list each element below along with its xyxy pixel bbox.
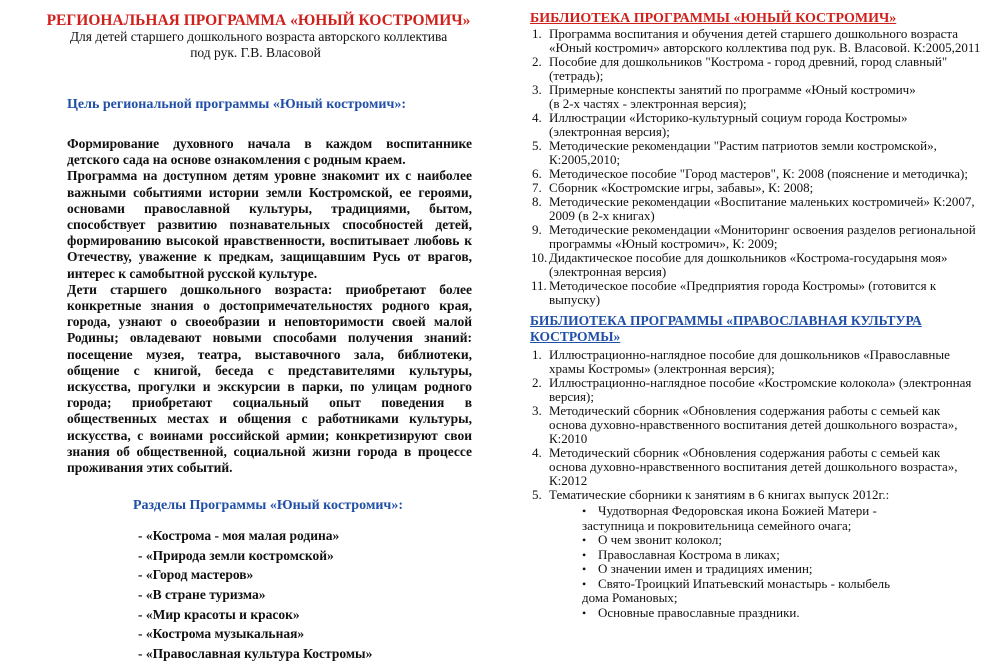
item-line: «Юный костромич» авторского коллектива под рук. В. Власовой. К:2005,2011 bbox=[549, 40, 981, 55]
library-item bbox=[520, 111, 995, 139]
library-item bbox=[520, 55, 995, 83]
library-item bbox=[520, 223, 995, 251]
bullet-icon: • bbox=[582, 605, 587, 620]
program-subtitle-line1: Для детей старшего дошкольного возраста авторского коллектива bbox=[69, 29, 448, 44]
item-line: Методическое пособие "Город мастеров", К: 2008 (пояснение и методичка); bbox=[549, 166, 968, 181]
bullet-icon: • bbox=[582, 533, 587, 547]
item-number: 4. bbox=[532, 110, 542, 125]
thematic-book-item bbox=[520, 548, 995, 563]
section-item: - «Кострома музыкальная» bbox=[138, 626, 305, 642]
bullet-icon: • bbox=[582, 576, 587, 591]
section-item: - «Мир красоты и красок» bbox=[138, 606, 300, 622]
goal-paragraph bbox=[67, 136, 472, 168]
item-number: 10. bbox=[531, 250, 548, 265]
item-number: 11. bbox=[531, 278, 547, 293]
item-line: Тематические сборники к занятиям в 6 книгах выпуск 2012г.: bbox=[549, 487, 890, 502]
library-item bbox=[520, 404, 995, 446]
item-line: Методические рекомендации «Воспитание маленьких костромичей» К:2007, bbox=[549, 194, 975, 209]
item-line: К:2012 bbox=[549, 473, 588, 488]
bullet-icon: • bbox=[582, 504, 587, 518]
program-subtitle-line2: под рук. Г.В. Власовой bbox=[190, 45, 321, 60]
item-line: Иллюстрационно-наглядное пособие для дошкольников «Православные bbox=[549, 347, 950, 362]
item-line: Сборник «Костромские игры, забавы», К: 2008; bbox=[549, 180, 814, 195]
item-line: (электронная версия) bbox=[549, 264, 667, 279]
item-line: (в 2-х частях - электронная версия); bbox=[549, 96, 747, 111]
item-line: Пособие для дошкольников "Кострома - город древний, город славный" bbox=[549, 54, 948, 69]
item-number: 3. bbox=[532, 82, 542, 97]
section-item: - «Город мастеров» bbox=[138, 567, 254, 583]
item-line: выпуску) bbox=[549, 292, 601, 307]
item-line: Методические рекомендации "Растим патриотов земли костромской», bbox=[549, 138, 937, 153]
library-item bbox=[520, 446, 995, 488]
section-item: - «Природа земли костромской» bbox=[138, 547, 334, 563]
library-item bbox=[520, 181, 995, 195]
item-number: 5. bbox=[532, 138, 542, 153]
right-column bbox=[520, 0, 995, 620]
thematic-book-item bbox=[520, 577, 995, 606]
thematic-book-line: О значении имен и традициях именин; bbox=[598, 561, 813, 576]
item-number: 7. bbox=[532, 180, 542, 195]
item-line: версия); bbox=[549, 389, 594, 404]
item-line: Иллюстрации «Историко-культурный социум города Костромы» bbox=[549, 110, 908, 125]
library-item bbox=[520, 83, 995, 111]
item-line: 2009 (в 2-х книгах) bbox=[549, 208, 655, 223]
program-description-text: Программа на доступном детям уровне знакомит их с наиболее важными событиями истории земли Костромской, ее героями, основами православной культуры, традициями, бытом, способствует развитию познавательных способностей детей, формированию высокой нравственности, воспитывает любовь к Отечеству, уважение к предкам, защищавшим Русь от врагов, интерес к самобытной русской культуре. bbox=[67, 168, 472, 281]
thematic-book-line: Чудотворная Федоровская икона Божией Матери - bbox=[598, 503, 877, 518]
bullet-icon: • bbox=[582, 547, 587, 562]
goal-heading: Цель региональной программы «Юный костромич»: bbox=[67, 97, 407, 112]
outcomes-paragraph bbox=[67, 282, 472, 476]
goal-paragraph-text: Формирование духовного начала в каждом воспитаннике детского сада на основе ознакомления с родным краем. bbox=[67, 136, 472, 168]
item-line: основа духовно-нравственного воспитания детей дошкольного возраста», bbox=[549, 459, 958, 474]
item-number: 2. bbox=[532, 375, 542, 390]
library-heading-young-kostromich: БИБЛИОТЕКА ПРОГРАММЫ «ЮНЫЙ КОСТРОМИЧ» bbox=[530, 11, 897, 26]
item-line: Методический сборник «Обновления содержания работы с семьей как bbox=[549, 403, 941, 418]
item-line: храмы Костромы» (электронная версия); bbox=[549, 361, 775, 376]
thematic-book-item bbox=[520, 504, 995, 533]
library-item bbox=[520, 27, 995, 55]
thematic-book-line: дома Романовых; bbox=[582, 590, 678, 605]
library-heading-orthodox-culture: БИБЛИОТЕКА ПРОГРАММЫ «ПРАВОСЛАВНАЯ КУЛЬТУРА КОСТРОМЫ» bbox=[530, 313, 922, 344]
item-line: основа духовно-нравственного воспитания детей дошкольного возраста», bbox=[549, 417, 958, 432]
library-item bbox=[520, 279, 995, 307]
library-list-orthodox-culture bbox=[520, 348, 995, 502]
sections-list bbox=[0, 526, 505, 663]
thematic-books-list bbox=[520, 504, 995, 620]
item-line: Программа воспитания и обучения детей старшего дошкольного возраста bbox=[549, 26, 958, 41]
library-item bbox=[520, 139, 995, 167]
item-line: Методический сборник «Обновления содержания работы с семьей как bbox=[549, 445, 941, 460]
library-item bbox=[520, 195, 995, 223]
item-number: 1. bbox=[532, 347, 542, 362]
thematic-book-line: заступница и покровительница семейного очага; bbox=[582, 517, 852, 533]
section-item: - «Православная культура Костромы» bbox=[138, 645, 373, 661]
thematic-book-item bbox=[520, 606, 995, 621]
item-line: Дидактическое пособие для дошкольников «Кострома-государыня моя» bbox=[549, 250, 948, 265]
thematic-book-item bbox=[520, 533, 995, 548]
section-item: - «В стране туризма» bbox=[138, 587, 266, 603]
sections-heading: Разделы Программы «Юный костромич»: bbox=[133, 498, 403, 514]
item-line: Иллюстрационно-наглядное пособие «Костромские колокола» (электронная bbox=[549, 375, 972, 390]
item-number: 4. bbox=[532, 445, 542, 460]
item-number: 3. bbox=[532, 403, 542, 418]
item-line: Примерные конспекты занятий по программе «Юный костромич» bbox=[549, 82, 916, 97]
section-item: - «Кострома - моя малая родина» bbox=[138, 528, 340, 544]
program-title: РЕГИОНАЛЬНАЯ ПРОГРАММА «ЮНЫЙ КОСТРОМИЧ» bbox=[46, 12, 471, 29]
item-line: К:2005,2010; bbox=[549, 152, 621, 167]
thematic-book-item bbox=[520, 562, 995, 577]
library-item bbox=[520, 251, 995, 279]
outcomes-text: Дети старшего дошкольного возраста: приобретают более конкретные знания о достопримечательностях родного края, города, узнают о своеобразии и неповторимости своей малой Родины; овладевают новыми способами получения знаний: посещение музея, театра, выставочного зала, библиотеки, общение с книгой, беседа с представителями культуры, искусства, прогулки и экскурсии в парки, по улицам родного города; приобретают социальный опыт поведения в общественных местах и общения с работниками культуры, искусства, с воинами российской армии; конкретизируют свои знания об общественной, социальной жизни города в процессе проживания этих событий. bbox=[67, 281, 472, 476]
item-line: Методическое пособие «Предприятия города Костромы» (готовится к bbox=[549, 278, 937, 293]
program-description-paragraph bbox=[67, 168, 472, 281]
item-line: (тетрадь); bbox=[549, 68, 604, 83]
item-line: Методические рекомендации «Мониторинг освоения разделов региональной bbox=[549, 222, 976, 237]
item-number: 5. bbox=[532, 487, 542, 502]
item-number: 8. bbox=[532, 194, 542, 209]
library-item bbox=[520, 348, 995, 376]
item-number: 2. bbox=[532, 54, 542, 69]
library-item bbox=[520, 488, 995, 502]
item-line: (электронная версия); bbox=[549, 124, 670, 139]
bullet-icon: • bbox=[582, 562, 587, 576]
item-line: К:2010 bbox=[549, 431, 588, 446]
library-item bbox=[520, 376, 995, 404]
item-line: программы «Юный костромич», К: 2009; bbox=[549, 236, 778, 251]
library-list-young-kostromich bbox=[520, 27, 995, 307]
item-number: 6. bbox=[532, 166, 542, 181]
thematic-book-line: Православная Кострома в ликах; bbox=[598, 546, 780, 562]
item-number: 9. bbox=[532, 222, 542, 237]
item-number: 1. bbox=[532, 26, 542, 41]
thematic-book-line: Свято-Троицкий Ипатьевский монастырь - колыбель bbox=[598, 575, 890, 591]
thematic-book-line: Основные православные праздники. bbox=[598, 604, 800, 620]
library-item bbox=[520, 167, 995, 181]
thematic-book-line: О чем звонит колокол; bbox=[598, 532, 723, 547]
